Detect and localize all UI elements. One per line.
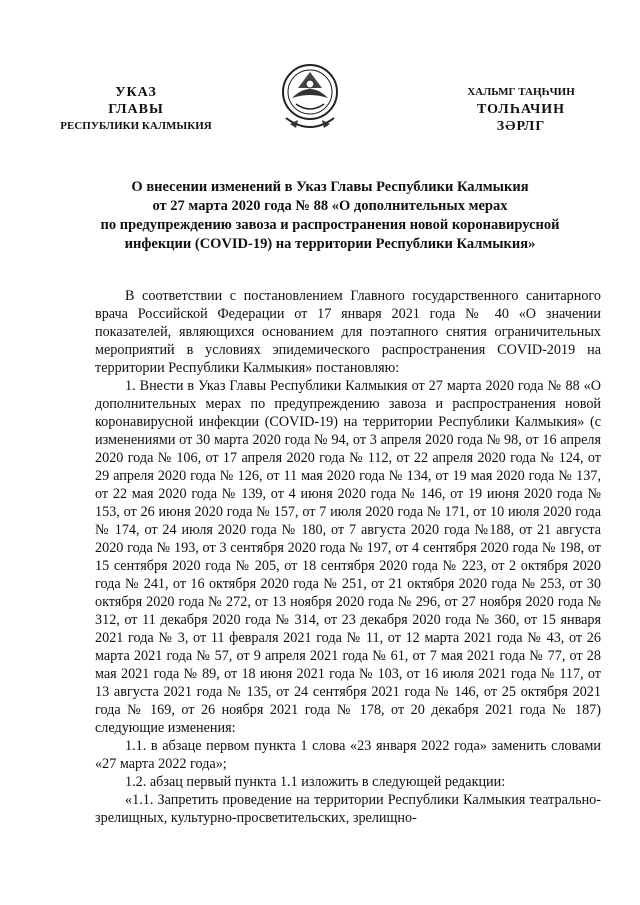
paragraph-item-1: 1. Внести в Указ Главы Республики Калмыкия от 27 марта 2020 года № 88 «О дополнительных мерах по предупреждению завоза и распространения новой коронавирусной инфекции (COVID-19) на территории Республики Калмыкия» (с изменениями от 30 марта 2020 года № 94, от 3 апреля 2020 года № 98, от 16 апреля 2020 года № 106, от 17 апреля 2020 года № 112, от 22 апреля 2020 года № 124, от 29 апреля 2020 года № 126, от 11 мая 2020 года № 134, от 19 мая 2020 года № 137, от 22 мая 2020 года № 139, от 4 июня 2020 года № 146, от 19 июня 2020 года № 153, от 26 июня 2020 года № 157, от 7 июля 2020 года № 171, от 10 июля 2020 года № 174, от 24 июля 2020 года № 180, от 7 августа 2020 года №188, от 21 августа 2020 года № 193, от 3 сентября 2020 года № 197, от 4 сентября 2020 года № 198, от 15 сентября 2020 года № 205, от 18 сентября 2020 года № 223, от 2 октября 2020 года № 241, от 16 октября 2020 года № 251, от 21 октября 2020 года № 253, от 30 октября 2020 года № 272, от 13 ноября 2020 года № 296, от 27 ноября 2020 года № 312, от 11 декабря 2020 года № 314, от 23 декабря 2020 года № 360, от 15 января 2021 года № 3, от 11 февраля 2021 года № 11, от 12 марта 2021 года № 43, от 26 марта 2021 года № 57, от 9 апреля 2021 года № 61, от 7 мая 2021 года № 77, от 28 мая 2021 года № 89, от 18 июня 2021 года № 103, от 16 июля 2021 года № 117, от 13 августа 2021 года № 135, от 24 сентября 2021 года № 146, от 25 октября 2021 года № 169, от 26 ноября 2021 года № 178, от 20 декабря 2021 года № 187) следующие изменения:	[95, 378, 601, 736]
header-left-line1: УКАЗ	[115, 85, 157, 100]
title-line3: по предупреждению завоза и распространения новой коронавирусной	[100, 217, 560, 233]
title-line1: О внесении изменений в Указ Главы Республики Калмыкия	[131, 179, 529, 195]
header-left	[36, 84, 236, 135]
header-left-line2: ГЛАВЫ	[108, 102, 164, 117]
decree-body	[95, 287, 601, 827]
header-right	[436, 84, 606, 135]
header-left-line3: РЕСПУБЛИКИ КАЛМЫКИЯ	[60, 120, 212, 132]
decree-title	[60, 178, 600, 254]
paragraph-item-1-2: 1.2. абзац первый пункта 1.1 изложить в следующей редакции:	[125, 774, 506, 790]
coat-of-arms-emblem-icon	[278, 58, 342, 138]
header-right-line3: ЗӘРЛГ	[496, 119, 546, 134]
title-line4: инфекции (COVID-19) на территории Республики Калмыкия»	[124, 236, 536, 252]
paragraph-preamble: В соответствии с постановлением Главного государственного санитарного врача Российской Федерации от 17 января 2021 года № 40 «О значении показателей, являющихся основанием для поэтапного снятия ограничительных мероприятий в условиях эпидемического распространения COVID-2019 на территории Республики Калмыкия» постановляю:	[95, 288, 601, 376]
header-right-line1: ХАЛЬМГ ТАҢҺЧИН	[467, 86, 575, 98]
paragraph-item-1-1: 1.1. в абзаце первом пункта 1 слова «23 января 2022 года» заменить словами «27 марта 2022 года»;	[95, 738, 601, 772]
paragraph-quoted-1-1: «1.1. Запретить проведение на территории Республики Калмыкия театрально-зрелищных, культурно-просветительских, зрелищно-	[95, 792, 601, 826]
header-right-line2: ТОЛҺАЧИН	[476, 102, 566, 117]
title-line2: от 27 марта 2020 года № 88 «О дополнительных мерах	[152, 198, 508, 214]
